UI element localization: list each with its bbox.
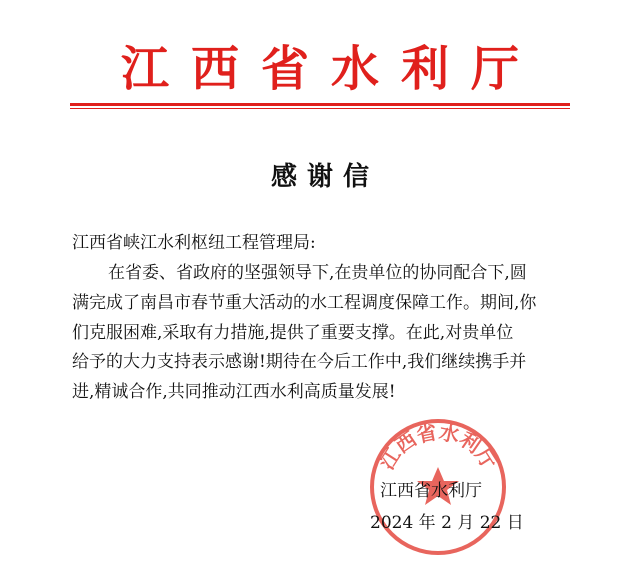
body-line-3: 们克服困难,采取有力措施,提供了重要支撑。在此,对贵单位: [72, 323, 514, 343]
signer-name: 江西省水利厅: [380, 481, 482, 501]
letterhead-org-name: 江西省水利厅: [120, 41, 541, 97]
body-line-1: 在省委、省政府的坚强领导下,在贵单位的协同配合下,圆: [108, 263, 527, 283]
body-line-5: 进,精诚合作,共同推动江西水利高质量发展!: [72, 382, 396, 402]
letterhead-rule-thick: [70, 103, 570, 106]
salutation: 江西省峡江水利枢纽工程管理局:: [72, 233, 316, 253]
signature-date: 2024 年 2 月 22 日: [370, 513, 524, 533]
body-line-2: 满完成了南昌市春节重大活动的水工程调度保障工作。期间,你: [72, 293, 537, 313]
seal-text: 江西省水利厅: [374, 419, 502, 474]
body-line-4: 给予的大力支持表示感谢!期待在今后工作中,我们继续携手并: [72, 352, 527, 372]
letterhead-rule-thin: [70, 108, 570, 109]
document-title: 感谢信: [270, 162, 379, 192]
